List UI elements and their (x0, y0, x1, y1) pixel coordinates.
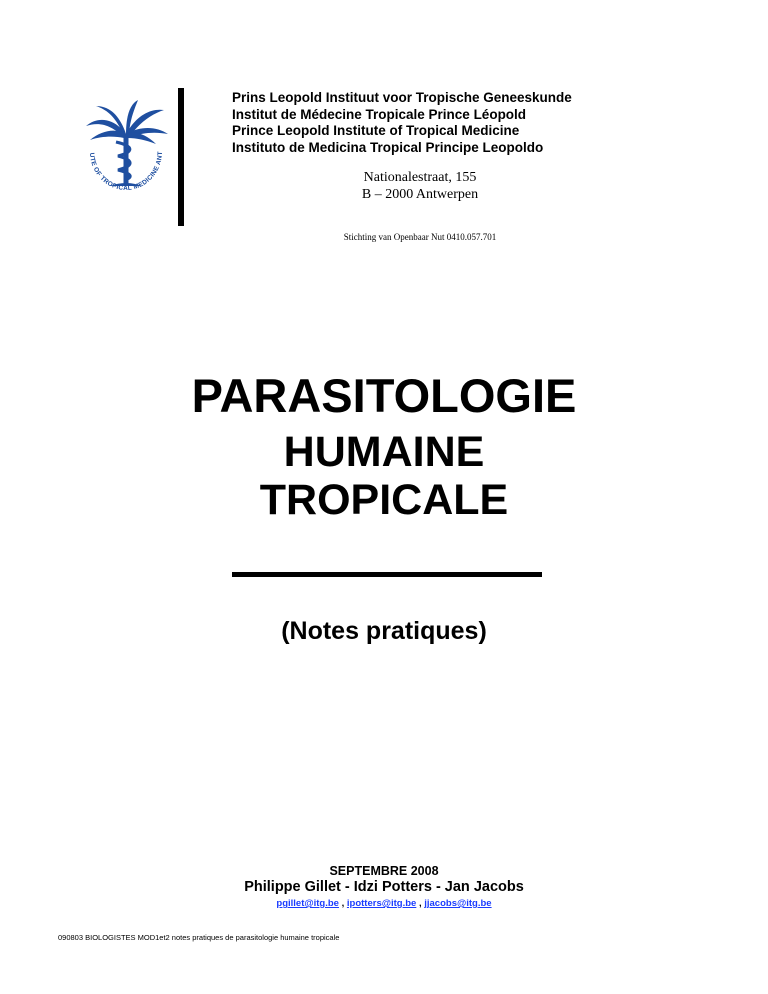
title-underline-divider (232, 572, 542, 577)
email-link-jacobs[interactable]: jjacobs@itg.be (424, 898, 492, 909)
header-divider (178, 88, 184, 226)
document-title-line-1: PARASITOLOGIE (191, 369, 577, 422)
address-street: Nationalestraat, 155 (363, 170, 477, 185)
institute-name-english: Prince Leopold Institute of Tropical Medicine (232, 123, 520, 138)
institute-name-portuguese: Instituto de Medicina Tropical Principe Leopoldo (232, 139, 544, 155)
document-title-line-2: HUMAINE (283, 428, 485, 476)
foundation-number: Stichting van Openbaar Nut 0410.057.701 (343, 232, 497, 242)
document-title-line-3: TROPICALE (259, 476, 509, 524)
email-separator: , (338, 898, 347, 909)
institute-name-dutch: Prins Leopold Instituut voor Tropische Geneeskunde (232, 90, 572, 105)
palm-tree-seal-icon (76, 100, 176, 204)
institute-name-french: Institut de Médecine Tropicale Prince Léopold (232, 106, 527, 122)
publication-date: SEPTEMBRE 2008 (329, 864, 439, 878)
institute-names (232, 90, 572, 156)
institute-logo (76, 100, 176, 204)
email-link-gillet[interactable]: pgillet@itg.be (276, 898, 339, 909)
author-emails (0, 898, 768, 909)
document-subtitle: (Notes pratiques) (281, 617, 487, 645)
logo-inscription: UTE OF TROPICAL MEDICINE ANT (87, 151, 165, 193)
authors: Philippe Gillet - Idzi Potters - Jan Jacobs (244, 879, 524, 895)
email-link-potters[interactable]: ipotters@itg.be (346, 898, 417, 909)
address-city: B – 2000 Antwerpen (361, 187, 479, 202)
email-separator: , (416, 898, 425, 909)
file-footer: 090803 BIOLOGISTES MOD1et2 notes pratiques de parasitologie humaine tropicale (58, 933, 340, 942)
